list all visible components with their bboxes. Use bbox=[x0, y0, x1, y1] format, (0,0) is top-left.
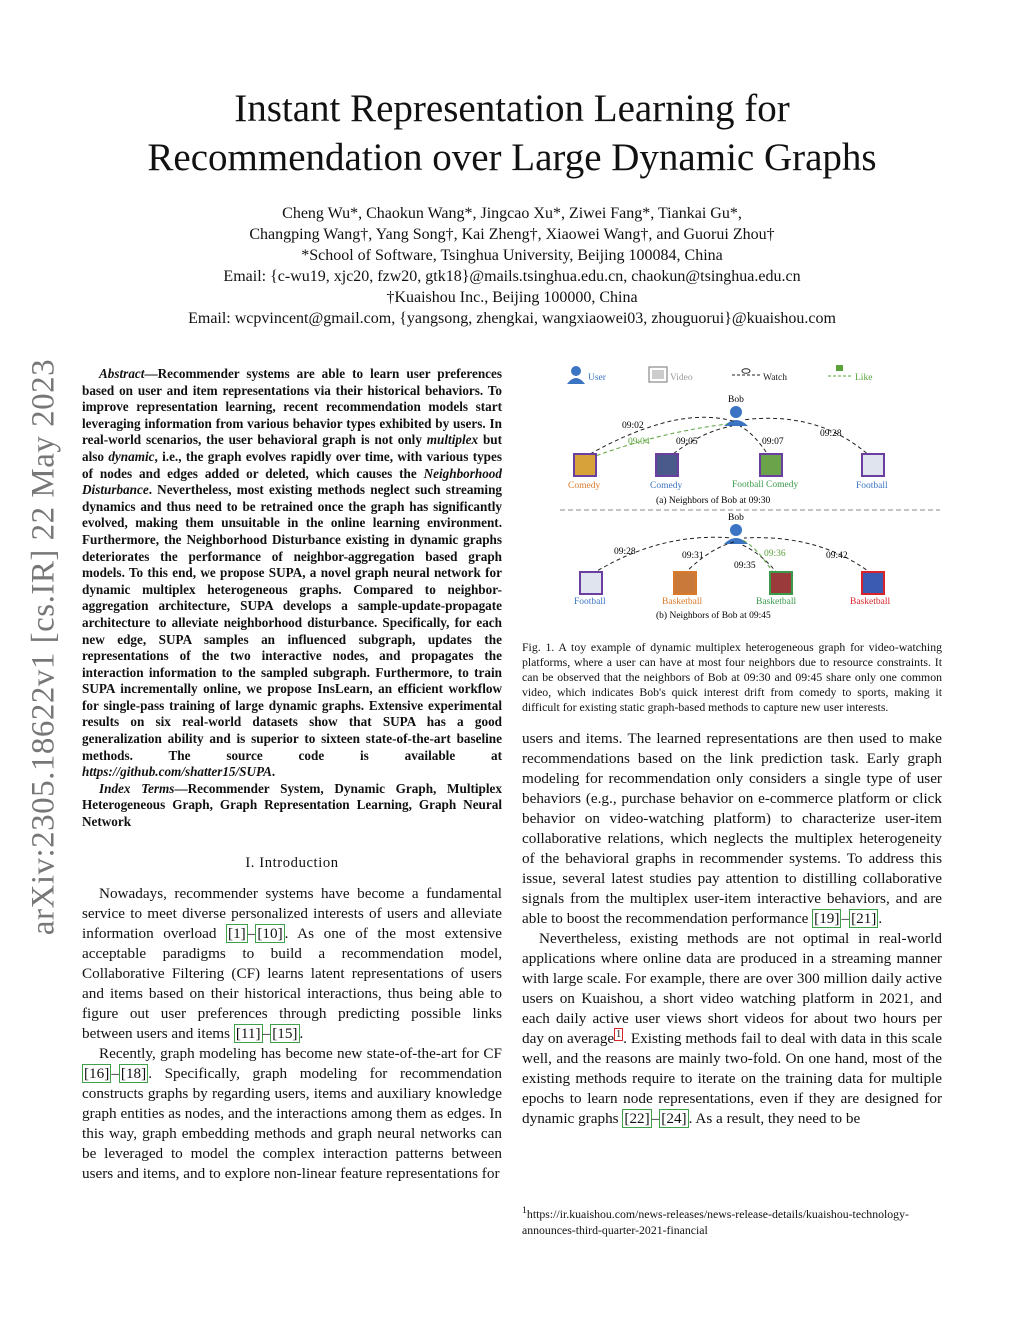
abstract-text-4: . Nevertheless, most existing methods neglect such streaming dynamics and thus need to be retrained once the graph has significantly evolved, making them unsuitable in the online learning environment. Furthermore, the Neighborhood Disturbance existing in dynamic graphs deteriorates the performance of neighbor-aggregation based graph models. To this end, we propose SUPA, a novel graph neural network for dynamic multiplex heterogeneous graphs. Compared to neighbor-aggregation architecture, SUPA develops a sample-update-propagate architecture to alleviate neighborhood disturbance. Specifically, for each new edge, SUPA samples an influenced subgraph, updates the representations of the two interactive nodes, and propagates the interaction information to the sampled subgraph. Furthermore, to train SUPA incrementally online, we propose InsLearn, an efficient workflow for single-pass training of large dynamic graphs. Extensive experimental results on six real-world datasets show that SUPA has a good generalization ability and is superior to sixteen state-of-the-art baseline methods. The source code is available at bbox=[82, 482, 502, 763]
intro-p1-text-c: . bbox=[299, 1024, 304, 1042]
video-icon bbox=[649, 367, 667, 382]
index-terms bbox=[82, 781, 502, 831]
abstract-em-2: dynamic bbox=[108, 448, 155, 464]
item-b-3: Basketball bbox=[756, 597, 797, 607]
citation-link[interactable]: [11] bbox=[235, 1024, 261, 1042]
item-a-1: Comedy bbox=[568, 481, 601, 491]
football-comedy-video-icon bbox=[760, 454, 782, 476]
legend-like-label: Like bbox=[855, 373, 873, 383]
email-line-1: Email: {c-wu19, xjc20, fzw20, gtk18}@mails.tsinghua.edu.cn, chaokun@tsinghua.edu.cn bbox=[223, 268, 801, 285]
subcaption-b: (b) Neighbors of Bob at 09:45 bbox=[656, 611, 771, 621]
abstract-em-1: multiplex bbox=[426, 432, 479, 448]
right-p2-text-c: . As a result, they need to be bbox=[688, 1110, 861, 1127]
footnote-url[interactable]: https://ir.kuaishou.com/news-releases/news-release-details/kuaishou-technology-announces-third-quarter-2021-financial bbox=[522, 1206, 909, 1237]
item-b-4: Basketball bbox=[850, 597, 891, 607]
citation-link[interactable]: [10] bbox=[257, 924, 283, 942]
time-b-5: 09:42 bbox=[826, 551, 848, 561]
time-b-1: 09:28 bbox=[614, 547, 636, 557]
affiliation-2: †Kuaishou Inc., Beijing 100000, China bbox=[386, 289, 638, 306]
affiliation-1: *School of Software, Tsinghua University, Beijing 100084, China bbox=[301, 247, 723, 264]
time-a-4: 09:07 bbox=[762, 437, 784, 447]
paper-title bbox=[60, 84, 964, 182]
intro-p2-text-a: Recently, graph modeling has become new state-of-the-art for CF bbox=[99, 1044, 502, 1062]
football-video-icon bbox=[862, 454, 884, 476]
right-p1-text-a: users and items. The learned representations are then used to make recommendations based on the link prediction task. Early graph modeling for recommendation only considers a single type of user behaviors (e.g., purchase behavior on e-commerce platform or click behavior on video-watching platform) to characterize user-item collaborative relations, which neglects the multiplex heterogeneity of the behavioral graphs in recommender systems. To address this issue, several latest studies pay attention to distilling collaborative signals from the multiplex user-item interactive behaviors, and are able to boost the recommendation performance bbox=[522, 730, 942, 927]
time-b-4: 09:35 bbox=[734, 561, 756, 571]
right-paragraph-2 bbox=[522, 929, 942, 1129]
comedy-video-icon bbox=[656, 454, 678, 476]
right-p1-text-b: . bbox=[878, 910, 883, 927]
left-column bbox=[82, 366, 502, 1184]
intro-p1-text-a: Nowadays, recommender systems have become a fundamental service to meet diverse personalized interests of users and alleviate information overload bbox=[82, 884, 502, 942]
intro-paragraph-1 bbox=[82, 884, 502, 1044]
basketball-video-icon bbox=[862, 572, 884, 594]
abstract-em-3: Neighborhood Disturbance bbox=[82, 465, 502, 498]
footnote-mark: 1 bbox=[522, 1205, 527, 1216]
time-a-5: 09:28 bbox=[820, 429, 842, 439]
figure-graph bbox=[560, 362, 940, 624]
right-p2-text-a: Nevertheless, existing methods are not optimal in real-world applications where online data are produced in a streaming manner with large scale. For example, there are over 300 million daily active users on Kuaishou, a short video watching platform in 2021, and each daily active user views short videos for about two hours per day on average bbox=[522, 930, 942, 1047]
item-b-1: Football bbox=[574, 597, 606, 607]
comedy-video-icon bbox=[574, 454, 596, 476]
bob-label-a: Bob bbox=[728, 395, 744, 405]
legend-video-label: Video bbox=[670, 373, 693, 383]
arxiv-identifier-text: arXiv:2305.18622v1 [cs.IR] 22 May 2023 bbox=[25, 358, 62, 936]
author-line-1: Cheng Wu*, Chaokun Wang*, Jingcao Xu*, Ziwei Fang*, Tiankai Gu*, bbox=[282, 205, 742, 222]
arxiv-identifier bbox=[22, 352, 66, 942]
source-code-link[interactable]: https://github.com/shatter15/SUPA bbox=[82, 764, 272, 780]
legend-watch-label: Watch bbox=[763, 373, 788, 383]
footnote bbox=[522, 1203, 942, 1238]
right-paragraph-1 bbox=[522, 729, 942, 929]
item-a-4: Football bbox=[856, 481, 888, 491]
figure-1 bbox=[560, 362, 940, 624]
figure-caption: Fig. 1. A toy example of dynamic multiplex heterogeneous graph for video-watching platforms, where a user can have at most four neighbors due to resource constraints. It can be observed that the neighbors of Bob at 09:30 and 09:45 share only one common video, which indicates Bob's quick interest drift from comedy to sports, making it difficult for existing static graph-based methods to capture new user interests. bbox=[522, 640, 942, 714]
edge-b-1 bbox=[592, 537, 732, 574]
user-icon bbox=[567, 366, 585, 384]
cite-dash: – bbox=[111, 1064, 119, 1082]
citation-link[interactable]: [16] bbox=[84, 1064, 110, 1082]
section-heading-introduction: I. Introduction bbox=[245, 854, 339, 871]
cite-dash: – bbox=[841, 910, 850, 927]
abstract bbox=[82, 366, 502, 781]
author-line-2: Changping Wang†, Yang Song†, Kai Zheng†, Xiaowei Wang†, and Guorui Zhou† bbox=[249, 226, 775, 243]
citation-link[interactable]: [22] bbox=[624, 1110, 650, 1127]
email-line-2: Email: wcpvincent@gmail.com, {yangsong, zhengkai, wangxiaowei03, zhouguorui}@kuaishou.com bbox=[188, 310, 836, 327]
cite-dash: – bbox=[262, 1024, 271, 1042]
bob-user-icon-a bbox=[724, 406, 748, 426]
cite-dash: – bbox=[651, 1110, 660, 1127]
citation-link[interactable]: [18] bbox=[120, 1064, 147, 1082]
citation-link[interactable]: [21] bbox=[851, 910, 877, 927]
edge-a-1 bbox=[590, 417, 736, 454]
football-video-icon bbox=[580, 572, 602, 594]
item-a-3: Football Comedy bbox=[732, 480, 799, 490]
citation-link[interactable]: [19] bbox=[814, 910, 840, 927]
index-terms-label: Index Terms bbox=[99, 780, 175, 796]
abstract-end: . bbox=[271, 764, 276, 780]
title-line-2: Recommendation over Large Dynamic Graphs bbox=[147, 136, 877, 179]
abstract-text-2: but also bbox=[82, 432, 503, 464]
footnote-link[interactable]: 1 bbox=[616, 1028, 622, 1040]
bob-label-b: Bob bbox=[728, 513, 744, 523]
citation-link[interactable]: [1] bbox=[228, 924, 246, 942]
time-b-2: 09:31 bbox=[682, 551, 704, 561]
time-b-3: 09:36 bbox=[764, 549, 786, 559]
abstract-label: Abstract bbox=[99, 366, 145, 381]
abstract-text-3: , i.e., the graph evolves rapidly over time, with various types of nodes and edges added or deleted, which causes the bbox=[82, 448, 502, 481]
index-terms-text: —Recommender System, Dynamic Graph, Multiplex Heterogeneous Graph, Graph Representation Learning, Graph Neural Network bbox=[82, 780, 502, 830]
author-block bbox=[60, 203, 964, 329]
intro-p2-text-b: . Specifically, graph modeling for recommendation constructs graphs by regarding users, items and auxiliary knowledge graph entities as nodes, and the interactions among them as edges. In this way, graph embedding methods and graph neural networks can be leveraged to model the complex interaction patterns between users and items, and to explore non-linear feature representations for bbox=[82, 1064, 502, 1182]
legend-user-label: User bbox=[588, 373, 606, 383]
edge-a-2 bbox=[590, 424, 728, 458]
intro-paragraph-2 bbox=[82, 1044, 502, 1184]
watch-icon bbox=[732, 369, 760, 375]
cite-dash: – bbox=[247, 924, 256, 942]
citation-link[interactable]: [15] bbox=[272, 1024, 298, 1042]
intro-p1-text-b: . As one of the most extensive acceptable paradigms to build a recommendation model, Collaborative Filtering (CF) learns latent representations of users and items based on their historical interactions, thus being able to figure out user preferences through predicting possible links between users and items bbox=[82, 924, 502, 1042]
citation-link[interactable]: [24] bbox=[661, 1110, 687, 1127]
basketball-video-icon bbox=[674, 572, 696, 594]
time-a-1: 09:02 bbox=[622, 421, 644, 431]
right-column bbox=[522, 640, 942, 1129]
time-a-3: 09:05 bbox=[676, 437, 698, 447]
basketball-video-icon bbox=[770, 572, 792, 594]
item-b-2: Basketball bbox=[662, 597, 703, 607]
like-icon bbox=[828, 365, 852, 376]
right-p2-text-b: . Existing methods fail to deal with data in this scale well, and the reasons are mainly two-fold. On one hand, most of the existing methods require to iterate on the training data for multiple epochs to learn node representations, even if they are designed for dynamic graphs bbox=[522, 1030, 942, 1127]
item-a-2: Comedy bbox=[650, 481, 683, 491]
subcaption-a: (a) Neighbors of Bob at 09:30 bbox=[656, 496, 771, 506]
title-line-1: Instant Representation Learning for bbox=[234, 87, 790, 130]
time-a-2: 09:04 bbox=[628, 437, 650, 447]
abstract-text-1: —Recommender systems are able to learn user preferences based on user and item representations via their historical behaviors. To improve representation learning, recent recommendation models start leveraging information from various behavior types exhibited by users. In real-world scenarios, the user behavioral graph is not only bbox=[82, 366, 502, 448]
